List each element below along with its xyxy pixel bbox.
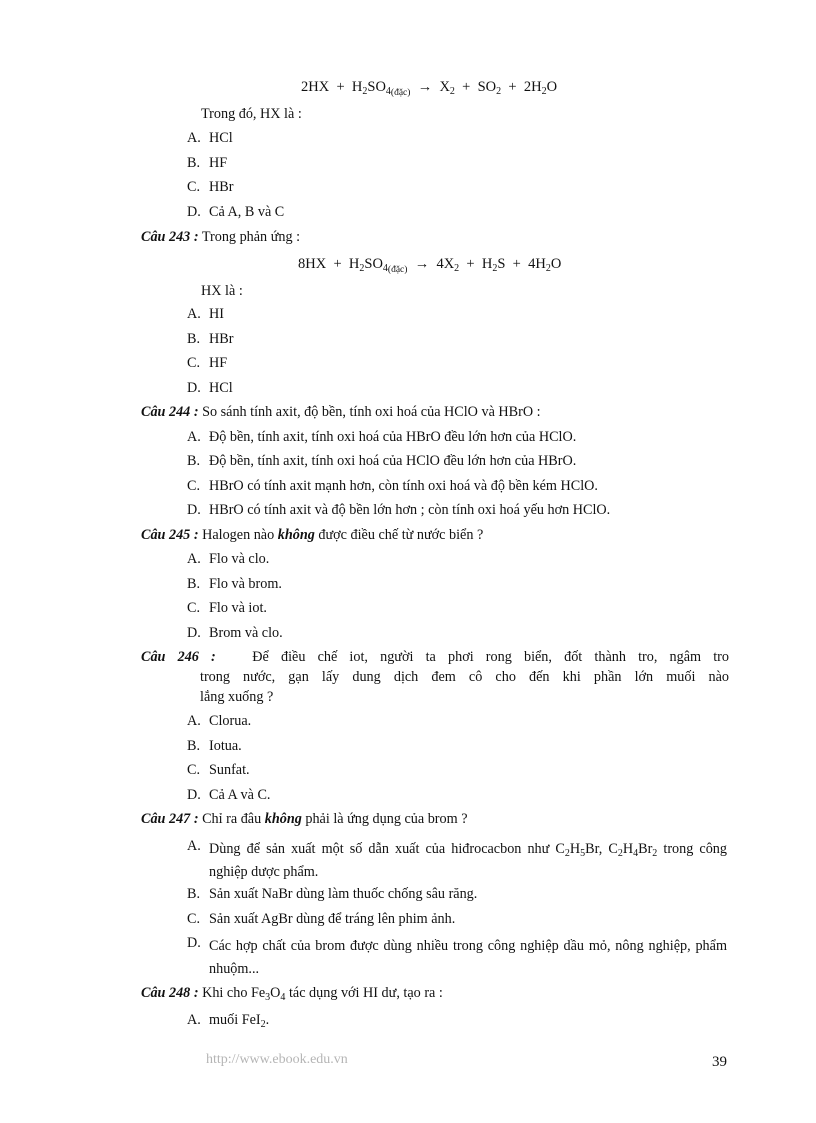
q245-option-b: B. Flo và brom. [187, 576, 282, 592]
question-247: Câu 247 : Chỉ ra đâu không phải là ứng dụng của brom ? [141, 811, 468, 827]
q247-option-c: C. Sản xuất AgBr dùng để tráng lên phim ảnh. [187, 911, 456, 927]
equation-1: $2HX + H_2SO_{4(đặc)} \to X_2 + SO_2 + 2H_2O$ [301, 79, 558, 98]
q244-option-a: A. Độ bền, tính axit, tính oxi hoá của HBrO đều lớn hơn của HClO. [187, 429, 577, 445]
q246-option-b: B. Iotua. [187, 738, 242, 754]
equation-2: $8HX + H_2SO_{4(đặc)} \to 4X_2 + H_2S + 4H_2O$ [298, 256, 562, 275]
q242-option-a: A. HCl [187, 130, 233, 146]
q243-intro: HX là : [201, 283, 243, 299]
page-number: 39 [712, 1054, 727, 1070]
q247-option-d: D. Các hợp chất của brom được dùng nhiều trong công nghiệp dầu mỏ, nông nghiệp, phẩm nhuộm... [187, 935, 727, 977]
question-243: Câu 243 : Trong phản ứng : [141, 229, 301, 245]
question-246-line-2: trong nước, gạn lấy dung dịch đem cô cho đến khi phần lớn muối nào [200, 669, 729, 685]
q243-option-a: A. HI [187, 306, 224, 322]
q245-option-a: A. Flo và clo. [187, 551, 270, 567]
question-246-line-1: Câu 246 : Để điều chế iot, người ta phơi rong biển, đốt thành tro, ngâm tro [141, 649, 730, 665]
question-244: Câu 244 : So sánh tính axit, độ bền, tính oxi hoá của HClO và HBrO : [141, 404, 541, 420]
q245-option-c: C. Flo và iot. [187, 600, 267, 616]
q244-option-c: C. HBrO có tính axit mạnh hơn, còn tính oxi hoá và độ bền kém HClO. [187, 478, 598, 494]
q243-option-b: B. HBr [187, 331, 234, 347]
q243-option-c: C. HF [187, 355, 228, 371]
q245-option-d: D. Brom và clo. [187, 625, 283, 641]
question-248: Câu 248 : Khi cho $Fe_3O_4$ tác dụng với HI dư, tạo ra : [141, 985, 443, 1003]
q243-option-d: D. HCl [187, 380, 233, 396]
footer-url: http://www.ebook.edu.vn [206, 1052, 348, 1067]
q242-option-c: C. HBr [187, 179, 234, 195]
q246-option-c: C. Sunfat. [187, 762, 250, 778]
q248-option-a: A. muối FeI$_2$. [187, 1012, 270, 1030]
q244-option-d: D. HBrO có tính axit và độ bền lớn hơn ; còn tính oxi hoá yếu hơn HClO. [187, 502, 611, 518]
question-245: Câu 245 : Halogen nào không được điều chế từ nước biển ? [141, 527, 484, 543]
q242-option-d: D. Cả A, B và C [187, 204, 285, 220]
q246-option-d: D. Cả A và C. [187, 787, 271, 803]
q242-intro: Trong đó, HX là : [201, 106, 302, 122]
q247-option-a: A. Dùng để sản xuất một số dẫn xuất của hiđrocacbon như $C_2H_5Br$, $C_2H_4Br_2$ trong công nghiệp dược phẩm. [187, 838, 727, 880]
q242-option-b: B. HF [187, 155, 228, 171]
q247-option-b: B. Sản xuất NaBr dùng làm thuốc chống sâu răng. [187, 886, 478, 902]
q244-option-b: B. Độ bền, tính axit, tính oxi hoá của HClO đều lớn hơn của HBrO. [187, 453, 577, 469]
q246-option-a: A. Clorua. [187, 713, 252, 729]
question-246-line-3: lắng xuống ? [200, 689, 274, 705]
